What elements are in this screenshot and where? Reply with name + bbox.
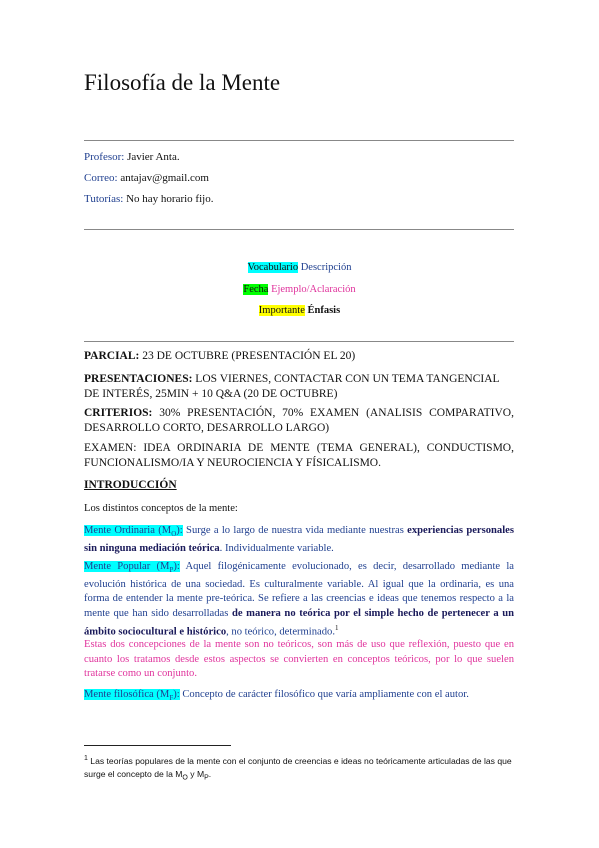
mp-term-text: Mente Popular (M <box>84 561 170 572</box>
legend-fecha-term: Fecha <box>243 284 269 295</box>
footnote-divider <box>84 745 231 746</box>
legend-ejemplo: Ejemplo/Aclaración <box>271 284 356 295</box>
intro-heading-text: INTRODUCCIÓN <box>84 479 177 491</box>
mp-text2: , no teórico, determinado. <box>226 626 335 638</box>
legend-importante <box>0 305 599 316</box>
examen-line: EXAMEN: IDEA ORDINARIA DE MENTE (TEMA GENERAL), CONDUCTISMO, FUNCIONALISMO/IA Y NEUROCIENCIA Y FÍSICALISMO. <box>84 442 514 469</box>
profesor-value: Javier Anta. <box>124 151 180 163</box>
mp-text1: Aquel filogénicamente evolucionado, es decir, desarrollado mediante la evolución histórica de una sociedad. Es culturalmente variable. Al igual que la ordinaria, es una forma de entender la mente pre-teórica. Se refiere a las creencias e ideas que tenemos respecto a la mente que han sido desarrolladas <box>84 561 514 619</box>
criterios-line <box>84 406 514 436</box>
legend-desc: Descripción <box>300 262 352 273</box>
footnote-text: Las teorías populares de la mente con el conjunto de creencias e ideas no teóricamente articuladas de las que surge el concepto de la M <box>84 755 512 779</box>
page-title: Filosofía de la Mente <box>84 70 281 95</box>
mente-popular-para <box>84 560 514 640</box>
divider-meta <box>84 229 514 230</box>
criterios-label: CRITERIOS: <box>84 407 153 419</box>
mente-filosofica-term <box>84 689 180 703</box>
presentaciones-label: PRESENTACIONES: <box>84 373 193 385</box>
presentaciones-text: LOS VIERNES, CONTACTAR CON UN TEMA TANGENCIAL DE INTERÉS, 25MIN + 10 Q&A (20 DE OCTUBRE) <box>84 373 500 400</box>
mp-term-end: ): <box>173 561 180 572</box>
correo-label: Correo: <box>84 172 118 184</box>
mp-sub: P <box>169 566 174 575</box>
mo-bold: experiencias personales sin ninguna mediación teórica <box>84 525 514 554</box>
intro-heading <box>84 478 514 492</box>
mo-text1: Surge a lo largo de nuestra vida mediante nuestras <box>182 525 408 536</box>
meta-correo <box>84 172 209 184</box>
mo-text2: . Individualmente variable. <box>219 542 334 554</box>
mente-popular-term <box>84 561 180 575</box>
mo-term-text: Mente Ordinaria (M <box>84 525 172 536</box>
legend-vocab <box>0 262 599 273</box>
footnote-ref: 1 <box>334 624 339 633</box>
parcial-line <box>84 349 514 364</box>
tutorias-label: Tutorías: <box>84 193 124 205</box>
footnote-sub1: O <box>182 774 188 782</box>
correo-value: antajav@gmail.com <box>117 172 209 184</box>
intro-lead: Los distintos conceptos de la mente: <box>84 503 238 514</box>
legend-fecha <box>0 284 599 295</box>
parcial-text: 23 DE OCTUBRE (PRESENTACIÓN EL 20) <box>139 350 356 362</box>
footnote-mid: y M <box>187 768 205 779</box>
presentaciones-line <box>84 372 514 402</box>
footnote <box>84 752 520 785</box>
mente-ordinaria-para <box>84 524 514 556</box>
mente-filosofica-para <box>84 688 514 706</box>
divider-top <box>84 140 514 141</box>
legend-enfasis: Énfasis <box>307 305 341 316</box>
mp-bold: de manera no teórica por el simple hecho de pertenecer a un ámbito sociocultural e histórico <box>84 607 515 638</box>
mente-ordinaria-term <box>84 525 183 539</box>
mf-term-end: ): <box>173 689 180 700</box>
legend-importante-term: Importante <box>258 305 305 316</box>
footnote-sub2: P <box>204 774 209 782</box>
mo-term-end: ): <box>176 525 183 536</box>
footnote-end: . <box>208 768 212 779</box>
pink-paragraph: Estas dos concepciones de la mente son no teóricos, son más de uso que reflexión, puesto que en cuanto los tratamos desde estos aspectos se convierten en conceptos teóricos, por lo que suelen tratarse como un conjunto. <box>84 639 514 679</box>
mf-text: Concepto de carácter filosófico que varía ampliamente con el autor. <box>179 689 469 700</box>
meta-tutorias <box>84 193 213 205</box>
mf-term-text: Mente filosófica (M <box>84 689 170 700</box>
mo-sub: O <box>171 530 177 539</box>
profesor-label: Profesor: <box>84 151 125 163</box>
meta-profesor <box>84 151 180 163</box>
mf-sub: F <box>169 694 174 703</box>
parcial-label: PARCIAL: <box>84 350 140 362</box>
criterios-text: 30% PRESENTACIÓN, 70% EXAMEN (ANALISIS COMPARATIVO, DESARROLLO CORTO, DESARROLLO LARGO) <box>84 407 514 434</box>
divider-legend <box>84 341 514 342</box>
tutorias-value: No hay horario fijo. <box>123 193 214 205</box>
legend-vocab-term: Vocabulario <box>247 262 299 273</box>
footnote-mark: 1 <box>84 755 88 762</box>
